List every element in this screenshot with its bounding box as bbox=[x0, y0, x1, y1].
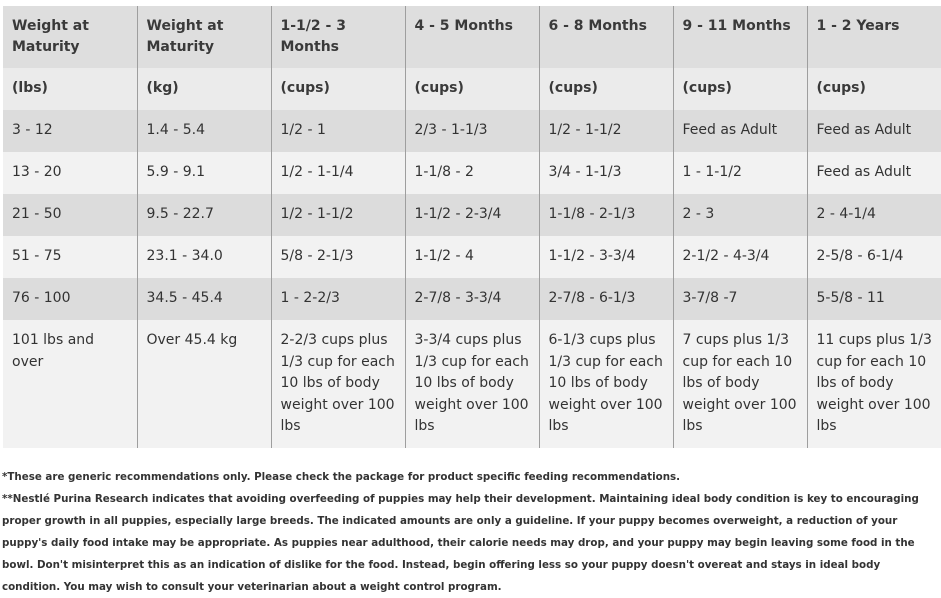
table-cell: 76 - 100 bbox=[3, 278, 137, 320]
table-cell: 3-7/8 -7 bbox=[673, 278, 807, 320]
table-cell: Feed as Adult bbox=[807, 110, 941, 152]
table-cell: 3 - 12 bbox=[3, 110, 137, 152]
table-row bbox=[3, 320, 941, 448]
table-cell: 101 lbs and over bbox=[3, 320, 137, 448]
table-cell: 3/4 - 1-1/3 bbox=[539, 152, 673, 194]
table-cell: Feed as Adult bbox=[673, 110, 807, 152]
table-cell: 23.1 - 34.0 bbox=[137, 236, 271, 278]
table-cell: Over 45.4 kg bbox=[137, 320, 271, 448]
table-cell: 5.9 - 9.1 bbox=[137, 152, 271, 194]
unit-cell: (kg) bbox=[137, 68, 271, 110]
table-cell: 1/2 - 1-1/2 bbox=[271, 194, 405, 236]
table-cell: 3-3/4 cups plus 1/3 cup for each 10 lbs of body weight over 100 lbs bbox=[405, 320, 539, 448]
header-9-11-months: 9 - 11 Months bbox=[673, 6, 807, 68]
header-weight-lbs: Weight at Maturity bbox=[3, 6, 137, 68]
unit-cell: (cups) bbox=[539, 68, 673, 110]
footnote-research: **Nestlé Purina Research indicates that avoiding overfeeding of puppies may help their development. Maintaining ideal body condition is key to encouraging proper growth in all puppies, especially large breeds. The indicated amounts are only a guideline. If your puppy becomes overweight, a reduction of your puppy's daily food intake may be appropriate. As puppies near adulthood, their calorie needs may drop, and your puppy may begin leaving some food in the bowl. Don't misinterpret this as an indication of dislike for the food. Instead, begin offering less so your puppy doesn't overeat and stays in ideal body condition. You may wish to consult your veterinarian about a weight control program. bbox=[2, 493, 919, 593]
table-cell: 2 - 3 bbox=[673, 194, 807, 236]
unit-cell: (cups) bbox=[271, 68, 405, 110]
table-cell: 1 - 1-1/2 bbox=[673, 152, 807, 194]
header-6-8-months: 6 - 8 Months bbox=[539, 6, 673, 68]
unit-cell: (cups) bbox=[673, 68, 807, 110]
footnote-generic: *These are generic recommendations only. Please check the package for product specific feeding recommendations. bbox=[2, 471, 681, 483]
table-cell: 2/3 - 1-1/3 bbox=[405, 110, 539, 152]
footnotes bbox=[2, 466, 940, 598]
header-4-5-months: 4 - 5 Months bbox=[405, 6, 539, 68]
table-row bbox=[3, 278, 941, 320]
table-cell: 1/2 - 1-1/2 bbox=[539, 110, 673, 152]
table-cell: 1/2 - 1-1/4 bbox=[271, 152, 405, 194]
table-row bbox=[3, 152, 941, 194]
table-cell: 2-1/2 - 4-3/4 bbox=[673, 236, 807, 278]
table-cell: 1/2 - 1 bbox=[271, 110, 405, 152]
table-cell: 2-7/8 - 6-1/3 bbox=[539, 278, 673, 320]
header-weight-kg: Weight at Maturity bbox=[137, 6, 271, 68]
table-cell: 2-2/3 cups plus 1/3 cup for each 10 lbs of body weight over 100 lbs bbox=[271, 320, 405, 448]
table-cell: 1-1/2 - 3-3/4 bbox=[539, 236, 673, 278]
table-cell: 11 cups plus 1/3 cup for each 10 lbs of body weight over 100 lbs bbox=[807, 320, 941, 448]
table-row bbox=[3, 110, 941, 152]
table-cell: 5/8 - 2-1/3 bbox=[271, 236, 405, 278]
table-row bbox=[3, 236, 941, 278]
table-cell: 1-1/8 - 2-1/3 bbox=[539, 194, 673, 236]
table-cell: 1-1/8 - 2 bbox=[405, 152, 539, 194]
table-cell: 1-1/2 - 4 bbox=[405, 236, 539, 278]
table-cell: 2-5/8 - 6-1/4 bbox=[807, 236, 941, 278]
table-cell: 9.5 - 22.7 bbox=[137, 194, 271, 236]
unit-cell: (cups) bbox=[807, 68, 941, 110]
table-cell: 5-5/8 - 11 bbox=[807, 278, 941, 320]
table-cell: 2 - 4-1/4 bbox=[807, 194, 941, 236]
unit-cell: (cups) bbox=[405, 68, 539, 110]
table-cell: 6-1/3 cups plus 1/3 cup for each 10 lbs of body weight over 100 lbs bbox=[539, 320, 673, 448]
unit-cell: (lbs) bbox=[3, 68, 137, 110]
units-row bbox=[3, 68, 941, 110]
table-cell: 51 - 75 bbox=[3, 236, 137, 278]
table-row bbox=[3, 194, 941, 236]
header-1-3-months: 1-1/2 - 3 Months bbox=[271, 6, 405, 68]
table-cell: 21 - 50 bbox=[3, 194, 137, 236]
table-cell: 1-1/2 - 2-3/4 bbox=[405, 194, 539, 236]
table-cell: 13 - 20 bbox=[3, 152, 137, 194]
table-cell: 34.5 - 45.4 bbox=[137, 278, 271, 320]
header-row bbox=[3, 6, 941, 68]
table-cell: Feed as Adult bbox=[807, 152, 941, 194]
table-cell: 1.4 - 5.4 bbox=[137, 110, 271, 152]
table-cell: 1 - 2-2/3 bbox=[271, 278, 405, 320]
feeding-chart-table bbox=[3, 6, 941, 448]
header-1-2-years: 1 - 2 Years bbox=[807, 6, 941, 68]
table-cell: 2-7/8 - 3-3/4 bbox=[405, 278, 539, 320]
table-cell: 7 cups plus 1/3 cup for each 10 lbs of body weight over 100 lbs bbox=[673, 320, 807, 448]
